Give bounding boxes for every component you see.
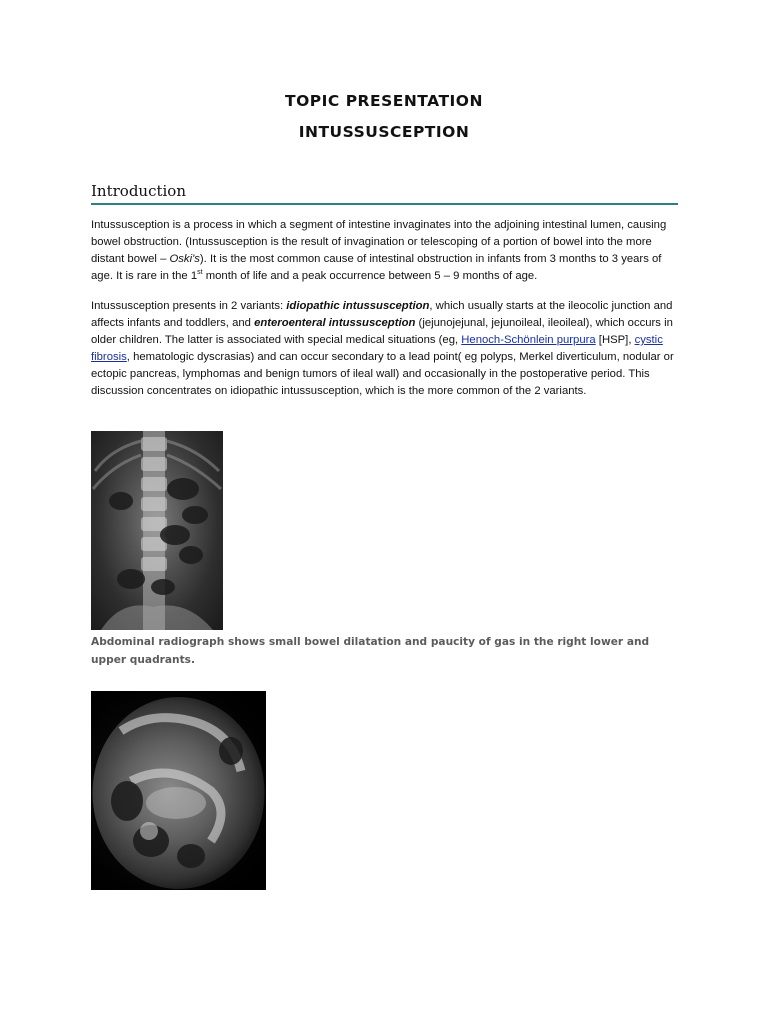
contrast-enema-radiograph-image: [91, 691, 266, 890]
paragraph-1-text-a: Intussusception is a process in which a segment of intestine invaginates into the adjoining intestinal lumen, causing bowel obstruction. (Intussusception is the result of invagination or telescoping of a portion of bowel into the more distant bowel –: [91, 219, 667, 265]
paragraph-2-text-c: (jejunojejunal, jejunoileal, ileoileal), which occurs in older children. The latter is associated with special medical situations (eg,: [91, 317, 673, 346]
paragraph-2-text-e: , hematologic dyscrasias) and can occur secondary to a lead point( eg polyps, Merkel diverticulum, nodular or ectopic pancreas, lymphomas and benign tumors of ileal wall) and occasionally in the postoperative period. This discussion concentrates on idiopathic intussusception, which is the more common of the 2 variants.: [91, 351, 674, 397]
paragraph-2-text-a: Intussusception presents in 2 variants:: [91, 300, 287, 312]
abdominal-radiograph-image: [91, 431, 223, 630]
intro-paragraph-1: [91, 217, 681, 285]
paragraph-1-text-b: ). It is the most common cause of intestinal obstruction in infants from 3 months to 3 years of age. It is rare in the 1: [91, 253, 662, 282]
document-title-line-2: INTUSSUSCEPTION: [298, 123, 470, 141]
term-enteroenteral-intussusception: enteroenteral intussusception: [254, 317, 416, 329]
link-henoch-schonlein-purpura[interactable]: Henoch-Schönlein purpura: [461, 334, 596, 346]
paragraph-2-text-b: , which usually starts at the ileocolic junction and affects infants and toddlers, and: [91, 300, 673, 329]
document-title-line-1: TOPIC PRESENTATION: [285, 92, 483, 110]
paragraph-2-text-d: [HSP],: [595, 334, 635, 346]
term-idiopathic-intussusception: idiopathic intussusception: [286, 300, 430, 312]
paragraph-1-superscript: st: [197, 269, 203, 277]
figure-1-caption: Abdominal radiograph shows small bowel dilatation and paucity of gas in the right lower and upper quadrants.: [91, 636, 650, 666]
paragraph-1-italic: Oski's: [169, 253, 200, 265]
section-heading-introduction: Introduction: [91, 182, 678, 205]
intro-paragraph-2: [91, 298, 681, 400]
paragraph-1-text-c: month of life and a peak occurrence between 5 – 9 months of age.: [202, 270, 538, 282]
link-cystic-fibrosis[interactable]: cystic fibrosis: [91, 334, 663, 363]
radiograph-2-drawing: [91, 691, 266, 890]
radiograph-1-drawing: [91, 431, 223, 630]
